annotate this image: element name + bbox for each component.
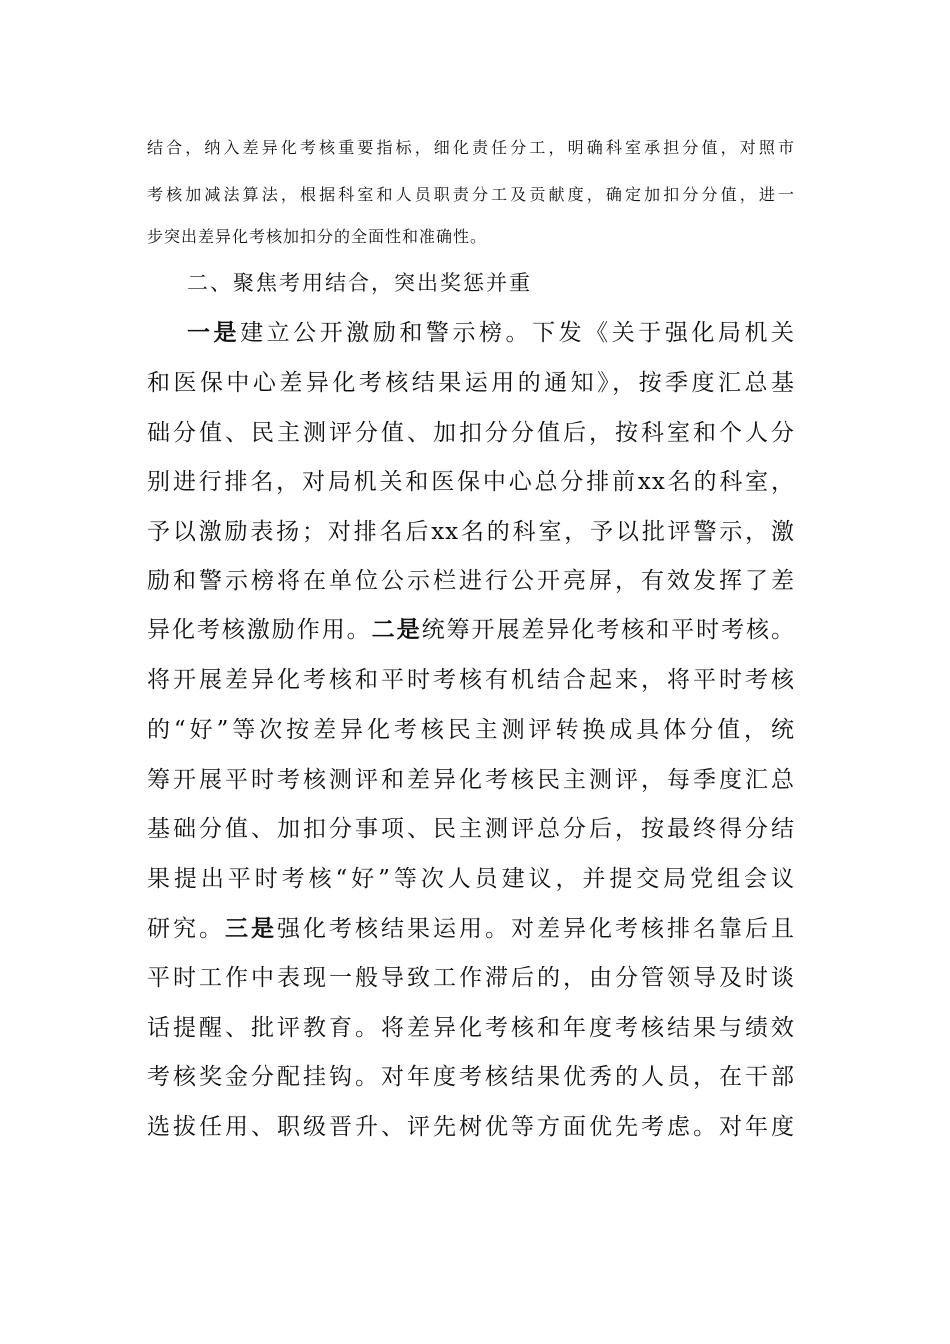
body-line	[147, 963, 795, 993]
body-text: 平时工作中表现一般导致工作滞后的，由分管领导及时谈	[147, 965, 795, 991]
body-text: 异化考核激励作用。	[147, 617, 372, 643]
paragraph-line: 步突出差异化考核加扣分的全面性和准确性。	[147, 227, 488, 246]
section-heading: 二、聚焦考用结合，突出奖惩并重	[187, 271, 532, 295]
body-text: 的“好”等次按差异化考核民主测评转换成具体分值，统	[147, 717, 795, 743]
body-line	[147, 715, 795, 745]
body-text: 话提醒、批评教育。将差异化考核和年度考核结果与绩效	[147, 1015, 795, 1041]
body-line	[147, 1062, 795, 1092]
body-text: 和医保中心差异化考核结果运用的通知》，按季度汇总基	[147, 370, 795, 396]
body-line	[147, 517, 795, 547]
body-line	[187, 318, 795, 348]
body-text: 考核奖金分配挂钩。对年度考核结果优秀的人员，在干部	[147, 1064, 795, 1090]
body-line	[147, 615, 795, 645]
body-text: 别进行排名，对局机关和医保中心总分排前xx名的科室，	[147, 469, 795, 495]
body-line	[147, 864, 795, 894]
bold-lead-text: 三是	[225, 915, 277, 942]
body-line	[147, 368, 795, 398]
bold-lead-text: 二是	[371, 616, 422, 643]
body-text: 果提出平时考核“好”等次人员建议，并提交局党组会议	[147, 866, 795, 892]
body-line	[147, 914, 795, 944]
body-text: 选拔任用、职级晋升、评先树优等方面优先考虑。对年度	[147, 1114, 795, 1140]
body-line	[147, 1013, 795, 1043]
body-text: 建立公开激励和警示榜。下发《关于强化局机关	[240, 320, 796, 346]
body-line	[147, 418, 795, 448]
bold-lead-text: 一是	[187, 319, 241, 346]
paragraph-line: 结合，纳入差异化考核重要指标，细化责任分工，明确科室承担分值，对照市	[147, 138, 795, 157]
body-text: 础分值、民主测评分值、加扣分分值后，按科室和个人分	[147, 420, 795, 446]
body-text: 基础分值、加扣分事项、民主测评总分后，按最终得分结	[147, 816, 795, 842]
body-text: 强化考核结果运用。对差异化考核排名靠后且	[277, 916, 795, 942]
body-line	[147, 814, 795, 844]
body-line	[147, 566, 795, 596]
body-line	[147, 765, 795, 795]
body-text: 统筹开展差异化考核和平时考核。	[421, 617, 796, 643]
paragraph-line: 考核加减法算法，根据科室和人员职责分工及贡献度，确定加扣分分值，进一	[147, 185, 795, 204]
body-text: 研究。	[147, 916, 225, 942]
body-line	[147, 665, 795, 695]
body-text: 励和警示榜将在单位公示栏进行公开亮屏，有效发挥了差	[147, 568, 795, 594]
body-text: 将开展差异化考核和平时考核有机结合起来，将平时考核	[147, 667, 795, 693]
body-text: 予以激励表扬；对排名后xx名的科室，予以批评警示，激	[147, 519, 795, 545]
body-line	[147, 467, 795, 497]
body-text: 筹开展平时考核测评和差异化考核民主测评，每季度汇总	[147, 767, 795, 793]
body-line	[147, 1112, 795, 1142]
